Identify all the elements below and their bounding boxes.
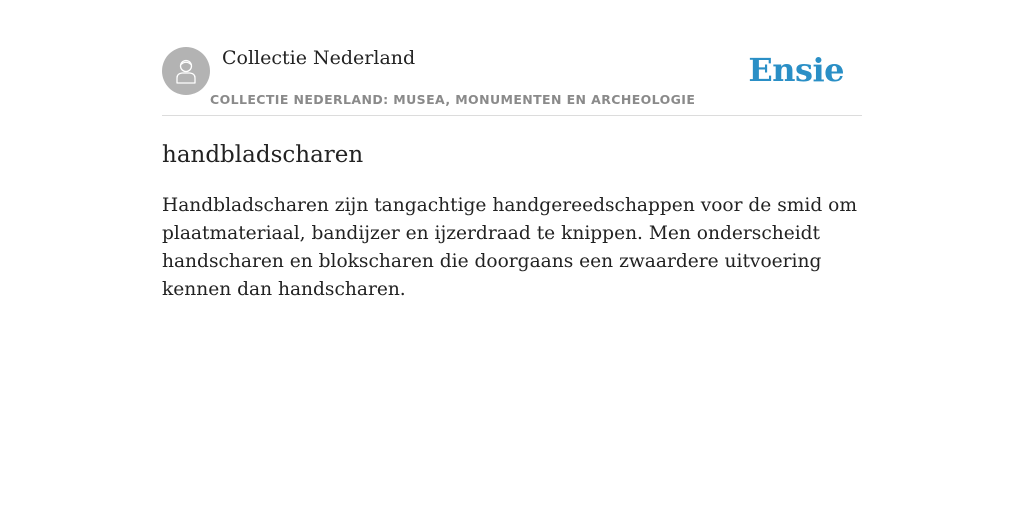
- entry-header: [162, 0, 862, 116]
- avatar[interactable]: [162, 47, 210, 95]
- user-icon: [171, 56, 201, 86]
- page-title: handbladscharen: [162, 142, 364, 168]
- entry-description: Handbladscharen zijn tangachtige handgereedschappen voor de smid om plaatmateriaal, bandijzer en ijzerdraad te knippen. Men onderscheidt handscharen en blokscharen die doorgaans een zwaardere uitvoering kennen dan handscharen.: [162, 195, 857, 300]
- brand-logo[interactable]: Ensie: [748, 51, 844, 89]
- author-name[interactable]: Collectie Nederland: [222, 47, 416, 69]
- source-link[interactable]: COLLECTIE NEDERLAND: MUSEA, MONUMENTEN EN ARCHEOLOGIE: [210, 92, 696, 107]
